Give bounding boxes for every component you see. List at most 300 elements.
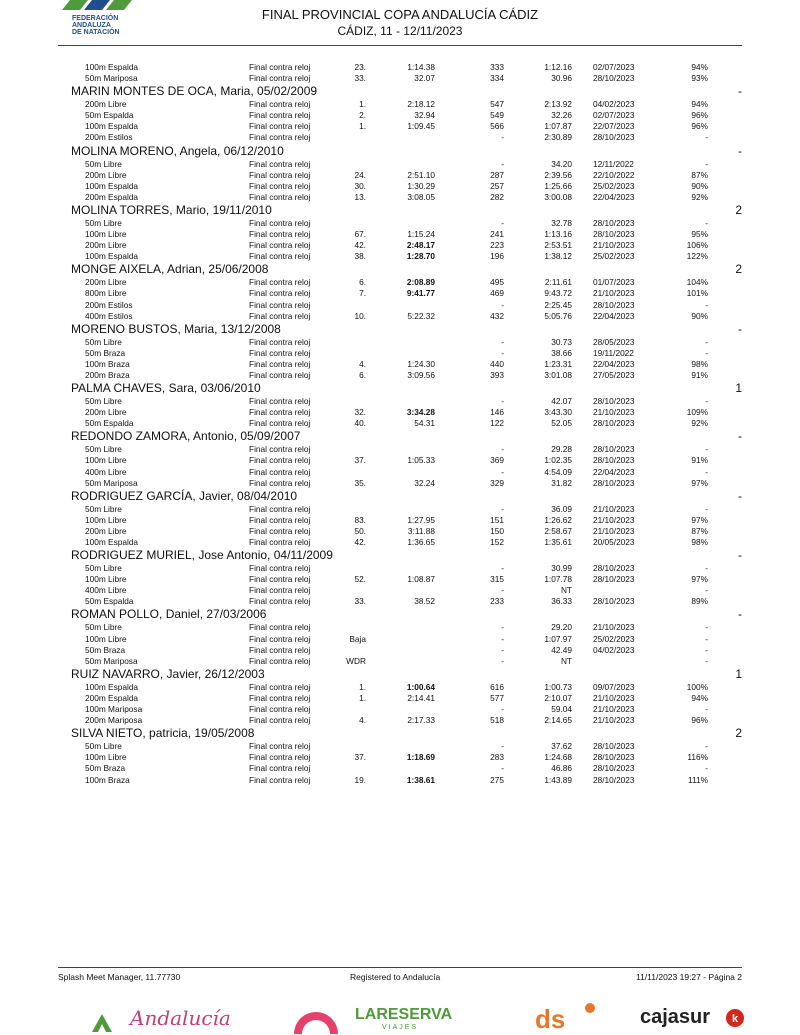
best-date-cell: 28/10/2023 xyxy=(593,774,635,785)
time-cell: 1:38.61 xyxy=(406,774,435,785)
best-date-cell: 28/10/2023 xyxy=(593,217,635,228)
best-time-cell: 2:14.65 xyxy=(544,715,572,726)
round-name: Final contra reloj xyxy=(249,251,311,262)
swimmer-position: - xyxy=(738,488,742,503)
points-cell: 333 xyxy=(490,62,504,72)
round-name: Final contra reloj xyxy=(249,277,311,288)
time-cell: 54.31 xyxy=(414,418,435,429)
best-date-cell: 21/10/2023 xyxy=(593,514,635,525)
points-cell: 432 xyxy=(490,310,504,321)
points-cell: 287 xyxy=(490,169,504,180)
points-cell: - xyxy=(501,396,504,407)
round-name: Final contra reloj xyxy=(249,692,311,703)
best-date-cell: 04/02/2023 xyxy=(593,644,635,655)
percent-cell: - xyxy=(705,633,708,644)
event-row xyxy=(0,715,800,726)
best-time-cell: 1:43.89 xyxy=(544,774,572,785)
points-cell: - xyxy=(501,336,504,347)
percent-cell: - xyxy=(705,396,708,407)
swimmer-name: PALMA CHAVES, Sara, 03/06/2010 xyxy=(71,381,261,396)
event-name: 50m Braza xyxy=(85,763,126,774)
time-cell: 2:48.17 xyxy=(406,240,435,251)
event-name: 200m Espalda xyxy=(85,191,139,202)
percent-cell: - xyxy=(705,644,708,655)
points-cell: 122 xyxy=(490,418,504,429)
swimmer-name: RUIZ NAVARRO, Javier, 26/12/2003 xyxy=(71,666,265,681)
points-cell: 393 xyxy=(490,369,504,380)
points-cell: 440 xyxy=(490,358,504,369)
svg-text:k: k xyxy=(731,1013,739,1025)
event-name: 400m Libre xyxy=(85,585,127,596)
points-cell: 616 xyxy=(490,681,504,692)
swimmer-header xyxy=(0,667,800,682)
round-name: Final contra reloj xyxy=(249,358,311,369)
round-name: Final contra reloj xyxy=(249,240,311,251)
round-name: Final contra reloj xyxy=(249,681,311,692)
round-name: Final contra reloj xyxy=(249,563,311,574)
swimmer-header xyxy=(0,548,800,563)
best-time-cell: 1:38.12 xyxy=(544,251,572,262)
round-name: Final contra reloj xyxy=(249,73,311,84)
event-row xyxy=(0,370,800,381)
percent-cell: - xyxy=(705,704,708,715)
rank-cell: 67. xyxy=(354,229,366,240)
event-name: 50m Mariposa xyxy=(85,477,138,488)
round-name: Final contra reloj xyxy=(249,633,311,644)
time-cell: 32.94 xyxy=(414,110,435,121)
percent-cell: - xyxy=(705,217,708,228)
logo-line-1: FEDERACIÓN xyxy=(72,15,119,22)
time-cell: 3:09.56 xyxy=(407,369,435,380)
round-name: Final contra reloj xyxy=(249,455,311,466)
round-name: Final contra reloj xyxy=(249,132,311,143)
lareserva-mark-icon xyxy=(290,1012,342,1034)
round-name: Final contra reloj xyxy=(249,514,311,525)
swimmer-header xyxy=(0,203,800,218)
best-date-cell: 28/10/2023 xyxy=(593,596,635,607)
best-time-cell: 1:24.68 xyxy=(544,752,572,763)
event-row xyxy=(0,359,800,370)
time-cell: 1:28.70 xyxy=(406,251,435,262)
time-cell: 2:51.10 xyxy=(407,169,435,180)
swimmer-position: - xyxy=(738,321,742,336)
best-date-cell: 28/10/2023 xyxy=(593,396,635,407)
best-date-cell: 21/10/2023 xyxy=(593,704,635,715)
best-time-cell: 36.09 xyxy=(551,503,572,514)
event-name: 50m Libre xyxy=(85,741,122,752)
points-cell: 547 xyxy=(490,99,504,110)
percent-cell: 87% xyxy=(691,525,708,536)
time-cell: 1:14.38 xyxy=(407,62,435,72)
round-name: Final contra reloj xyxy=(249,110,311,121)
percent-cell: 111% xyxy=(688,774,708,785)
round-name: Final contra reloj xyxy=(249,347,311,358)
time-cell: 2:14.41 xyxy=(407,692,435,703)
best-date-cell: 21/10/2023 xyxy=(593,715,635,726)
rank-cell: 37. xyxy=(354,455,366,466)
rank-cell: 10. xyxy=(354,310,366,321)
percent-cell: 94% xyxy=(691,692,708,703)
event-name: 50m Libre xyxy=(85,217,122,228)
event-row xyxy=(0,775,800,786)
swimmer-header xyxy=(0,607,800,622)
percent-cell: 94% xyxy=(691,62,708,72)
round-name: Final contra reloj xyxy=(249,503,311,514)
swimmer-name: SILVA NIETO, patricia, 19/05/2008 xyxy=(71,726,255,741)
points-cell: 146 xyxy=(490,407,504,418)
event-row xyxy=(0,300,800,311)
round-name: Final contra reloj xyxy=(249,763,311,774)
time-cell: 3:11.88 xyxy=(407,525,435,536)
rank-cell: 83. xyxy=(354,514,366,525)
event-row xyxy=(0,99,800,110)
best-date-cell: 22/07/2023 xyxy=(593,121,635,132)
round-name: Final contra reloj xyxy=(249,418,311,429)
points-cell: 566 xyxy=(490,121,504,132)
best-time-cell: NT xyxy=(560,655,572,666)
ds-figure-icon xyxy=(580,1002,600,1022)
rank-cell: Baja xyxy=(349,633,366,644)
best-time-cell: 34.20 xyxy=(551,158,572,169)
best-date-cell: 21/10/2023 xyxy=(593,525,635,536)
best-time-cell: 31.82 xyxy=(551,477,572,488)
best-time-cell: 1:12.16 xyxy=(544,62,572,72)
logo-line-3: DE NATACIÓN xyxy=(72,29,120,37)
best-time-cell: 32.26 xyxy=(551,110,572,121)
round-name: Final contra reloj xyxy=(249,288,311,299)
best-time-cell: 2:30.89 xyxy=(544,132,572,143)
points-cell: - xyxy=(501,644,504,655)
points-cell: 152 xyxy=(490,537,504,547)
rank-cell: 37. xyxy=(354,752,366,763)
best-time-cell: 30.73 xyxy=(551,336,572,347)
time-cell: 32.24 xyxy=(414,477,435,488)
event-row xyxy=(0,467,800,478)
percent-cell: - xyxy=(705,503,708,514)
round-name: Final contra reloj xyxy=(249,299,311,310)
andalucia-mark-icon xyxy=(90,1012,124,1032)
rank-cell: 1. xyxy=(359,681,366,692)
percent-cell: 91% xyxy=(691,369,708,380)
round-name: Final contra reloj xyxy=(249,704,311,715)
points-cell: - xyxy=(501,622,504,633)
best-time-cell: 1:13.16 xyxy=(544,229,572,240)
best-time-cell: 29.28 xyxy=(551,444,572,455)
time-cell: 38.52 xyxy=(414,596,435,607)
time-cell: 9:41.77 xyxy=(406,288,435,299)
points-cell: - xyxy=(501,704,504,715)
swimmer-position: 2 xyxy=(735,202,742,217)
event-name: 100m Espalda xyxy=(85,537,139,547)
points-cell: 369 xyxy=(490,455,504,466)
event-row xyxy=(0,73,800,84)
best-time-cell: 1:07.87 xyxy=(544,121,572,132)
time-cell: 2:08.89 xyxy=(406,277,435,288)
round-name: Final contra reloj xyxy=(249,310,311,321)
percent-cell: 90% xyxy=(691,310,708,321)
event-name: 100m Libre xyxy=(85,752,127,763)
points-cell: - xyxy=(501,158,504,169)
sponsor-cajasur: cajasur xyxy=(640,1006,711,1028)
event-name: 100m Espalda xyxy=(85,121,139,132)
page-header xyxy=(0,0,800,46)
event-row xyxy=(0,478,800,489)
percent-cell: 93% xyxy=(691,73,708,84)
event-row xyxy=(0,537,800,548)
event-name: 100m Espalda xyxy=(85,251,139,262)
event-row xyxy=(0,407,800,418)
points-cell: 334 xyxy=(490,73,504,84)
percent-cell: 89% xyxy=(691,596,708,607)
event-row xyxy=(0,170,800,181)
swimmer-header xyxy=(0,429,800,444)
best-time-cell: 29.20 xyxy=(551,622,572,633)
event-row xyxy=(0,574,800,585)
best-date-cell: 21/10/2023 xyxy=(593,622,635,633)
percent-cell: 87% xyxy=(691,169,708,180)
best-date-cell: 28/10/2023 xyxy=(593,418,635,429)
best-date-cell: 28/10/2023 xyxy=(593,752,635,763)
event-name: 50m Braza xyxy=(85,644,126,655)
best-time-cell: 59.04 xyxy=(551,704,572,715)
best-date-cell: 28/10/2023 xyxy=(593,299,635,310)
time-cell: 1:05.33 xyxy=(407,455,435,466)
round-name: Final contra reloj xyxy=(249,180,311,191)
event-name: 100m Libre xyxy=(85,633,127,644)
time-cell: 1:09.45 xyxy=(407,121,435,132)
points-cell: - xyxy=(501,563,504,574)
best-time-cell: 2:53.51 xyxy=(544,240,572,251)
best-time-cell: 30.99 xyxy=(551,563,572,574)
event-row xyxy=(0,277,800,288)
page-subtitle: CÁDIZ, 11 - 12/11/2023 xyxy=(337,24,463,38)
best-date-cell: 28/10/2023 xyxy=(593,477,635,488)
rank-cell: 38. xyxy=(354,251,366,262)
best-date-cell: 28/10/2023 xyxy=(593,73,635,84)
percent-cell: - xyxy=(705,741,708,752)
points-cell: - xyxy=(501,763,504,774)
event-name: 800m Libre xyxy=(85,288,127,299)
best-date-cell: 28/10/2023 xyxy=(593,563,635,574)
percent-cell: 96% xyxy=(691,110,708,121)
event-name: 200m Estilos xyxy=(85,132,133,143)
percent-cell: 96% xyxy=(691,715,708,726)
best-time-cell: 1:00.73 xyxy=(544,681,572,692)
best-date-cell: 21/10/2023 xyxy=(593,692,635,703)
swimmer-header xyxy=(0,489,800,504)
rank-cell: 6. xyxy=(359,277,366,288)
best-time-cell: 5:05.76 xyxy=(544,310,572,321)
points-cell: 196 xyxy=(490,251,504,262)
points-cell: - xyxy=(501,299,504,310)
rank-cell: 23. xyxy=(354,62,366,72)
rank-cell: 6. xyxy=(359,369,366,380)
event-row xyxy=(0,121,800,132)
percent-cell: 122% xyxy=(686,251,708,262)
best-date-cell: 28/10/2023 xyxy=(593,741,635,752)
round-name: Final contra reloj xyxy=(249,229,311,240)
best-date-cell: 12/11/2022 xyxy=(593,158,634,169)
best-time-cell: 1:26.62 xyxy=(544,514,572,525)
percent-cell: - xyxy=(705,585,708,596)
best-time-cell: 1:35.61 xyxy=(544,537,572,547)
results-list xyxy=(0,62,800,786)
swimmer-name: MORENO BUSTOS, Maria, 13/12/2008 xyxy=(71,321,281,336)
swimmer-position: 1 xyxy=(735,381,742,396)
event-name: 50m Libre xyxy=(85,503,122,514)
best-date-cell: 25/02/2023 xyxy=(593,633,635,644)
round-name: Final contra reloj xyxy=(249,217,311,228)
round-name: Final contra reloj xyxy=(249,741,311,752)
event-row xyxy=(0,682,800,693)
best-date-cell: 28/05/2023 xyxy=(593,336,635,347)
percent-cell: 101% xyxy=(686,288,708,299)
event-name: 50m Libre xyxy=(85,563,122,574)
rank-cell: 33. xyxy=(354,596,366,607)
best-date-cell: 22/04/2023 xyxy=(593,358,635,369)
points-cell: - xyxy=(501,503,504,514)
event-name: 100m Braza xyxy=(85,774,130,785)
round-name: Final contra reloj xyxy=(249,644,311,655)
swimmer-position: 2 xyxy=(735,726,742,741)
event-name: 100m Mariposa xyxy=(85,704,143,715)
percent-cell: 92% xyxy=(691,418,708,429)
event-row xyxy=(0,693,800,704)
round-name: Final contra reloj xyxy=(249,158,311,169)
logo-line-2: ANDALUZA xyxy=(72,22,111,30)
event-row xyxy=(0,181,800,192)
points-cell: 241 xyxy=(490,229,504,240)
percent-cell: - xyxy=(705,466,708,477)
event-row xyxy=(0,622,800,633)
event-name: 200m Espalda xyxy=(85,692,139,703)
sponsor-lareserva: LARESERVA xyxy=(355,1006,453,1023)
cajasur-logo-icon xyxy=(726,1009,744,1027)
event-row xyxy=(0,396,800,407)
best-time-cell: 1:23.31 xyxy=(544,358,572,369)
event-row xyxy=(0,132,800,143)
rank-cell: 2. xyxy=(359,110,366,121)
event-row xyxy=(0,504,800,515)
event-row xyxy=(0,704,800,715)
federation-name xyxy=(72,15,120,37)
best-date-cell: 25/02/2023 xyxy=(593,251,635,262)
event-name: 50m Espalda xyxy=(85,110,134,121)
event-row xyxy=(0,337,800,348)
rank-cell: 35. xyxy=(354,477,366,488)
swimmer-header xyxy=(0,262,800,277)
rank-cell: 7. xyxy=(359,288,366,299)
event-name: 50m Libre xyxy=(85,444,122,455)
round-name: Final contra reloj xyxy=(249,121,311,132)
event-row xyxy=(0,515,800,526)
swimmer-header xyxy=(0,84,800,99)
rank-cell: 33. xyxy=(354,73,366,84)
points-cell: - xyxy=(501,444,504,455)
swimmer-position: - xyxy=(738,429,742,444)
round-name: Final contra reloj xyxy=(249,585,311,596)
time-cell: 1:18.69 xyxy=(406,752,435,763)
swimmer-name: RODRIGUEZ MURIEL, Jose Antonio, 04/11/2009 xyxy=(71,548,333,563)
points-cell: 329 xyxy=(490,477,504,488)
sponsor-andalucia: Andalucía xyxy=(130,1006,231,1030)
header-divider xyxy=(58,45,742,46)
event-row xyxy=(0,251,800,262)
event-row xyxy=(0,110,800,121)
rank-cell: 32. xyxy=(354,407,366,418)
best-time-cell: 2:25.45 xyxy=(544,299,572,310)
percent-cell: 116% xyxy=(687,752,708,763)
percent-cell: - xyxy=(705,158,708,169)
percent-cell: 92% xyxy=(691,191,708,202)
event-name: 200m Libre xyxy=(85,99,127,110)
best-time-cell: 3:43.30 xyxy=(544,407,572,418)
event-name: 200m Mariposa xyxy=(85,715,143,726)
event-row xyxy=(0,455,800,466)
event-row xyxy=(0,418,800,429)
event-name: 50m Mariposa xyxy=(85,655,138,666)
best-date-cell: 21/10/2023 xyxy=(593,240,635,251)
event-name: 100m Espalda xyxy=(85,180,139,191)
event-name: 200m Libre xyxy=(85,240,127,251)
time-cell: 32.07 xyxy=(414,73,435,84)
best-time-cell: 30.96 xyxy=(551,73,572,84)
percent-cell: 97% xyxy=(691,514,708,525)
round-name: Final contra reloj xyxy=(249,574,311,585)
percent-cell: 91% xyxy=(691,455,708,466)
swimmer-name: MONGE AIXELA, Adrian, 25/06/2008 xyxy=(71,262,269,277)
event-name: 200m Libre xyxy=(85,407,127,418)
event-row xyxy=(0,741,800,752)
best-time-cell: 2:13.92 xyxy=(544,99,572,110)
round-name: Final contra reloj xyxy=(249,396,311,407)
time-cell: 3:34.28 xyxy=(406,407,435,418)
event-row xyxy=(0,159,800,170)
event-row xyxy=(0,62,800,73)
event-name: 200m Libre xyxy=(85,277,127,288)
percent-cell: - xyxy=(705,347,708,358)
rank-cell: 40. xyxy=(354,418,366,429)
event-row xyxy=(0,444,800,455)
event-row xyxy=(0,229,800,240)
best-time-cell: 9:43.72 xyxy=(544,288,572,299)
swimmer-header xyxy=(0,322,800,337)
best-time-cell: 1:07.78 xyxy=(544,574,572,585)
rank-cell: WDR xyxy=(346,655,366,666)
event-name: 50m Braza xyxy=(85,347,126,358)
round-name: Final contra reloj xyxy=(249,191,311,202)
best-time-cell: 52.05 xyxy=(551,418,572,429)
event-name: 50m Espalda xyxy=(85,596,134,607)
round-name: Final contra reloj xyxy=(249,169,311,180)
points-cell: 275 xyxy=(490,774,504,785)
event-row xyxy=(0,240,800,251)
points-cell: 257 xyxy=(490,180,504,191)
percent-cell: 100% xyxy=(686,681,708,692)
best-date-cell: 28/10/2023 xyxy=(593,455,635,466)
rank-cell: 1. xyxy=(359,692,366,703)
time-cell: 3:08.05 xyxy=(407,191,435,202)
best-time-cell: NT xyxy=(560,585,572,596)
best-date-cell: 09/07/2023 xyxy=(593,681,635,692)
points-cell: 469 xyxy=(490,288,504,299)
event-row xyxy=(0,656,800,667)
event-name: 100m Libre xyxy=(85,514,127,525)
best-time-cell: 2:39.56 xyxy=(544,169,572,180)
event-name: 400m Libre xyxy=(85,466,127,477)
points-cell: - xyxy=(501,347,504,358)
best-time-cell: 38.66 xyxy=(551,347,572,358)
